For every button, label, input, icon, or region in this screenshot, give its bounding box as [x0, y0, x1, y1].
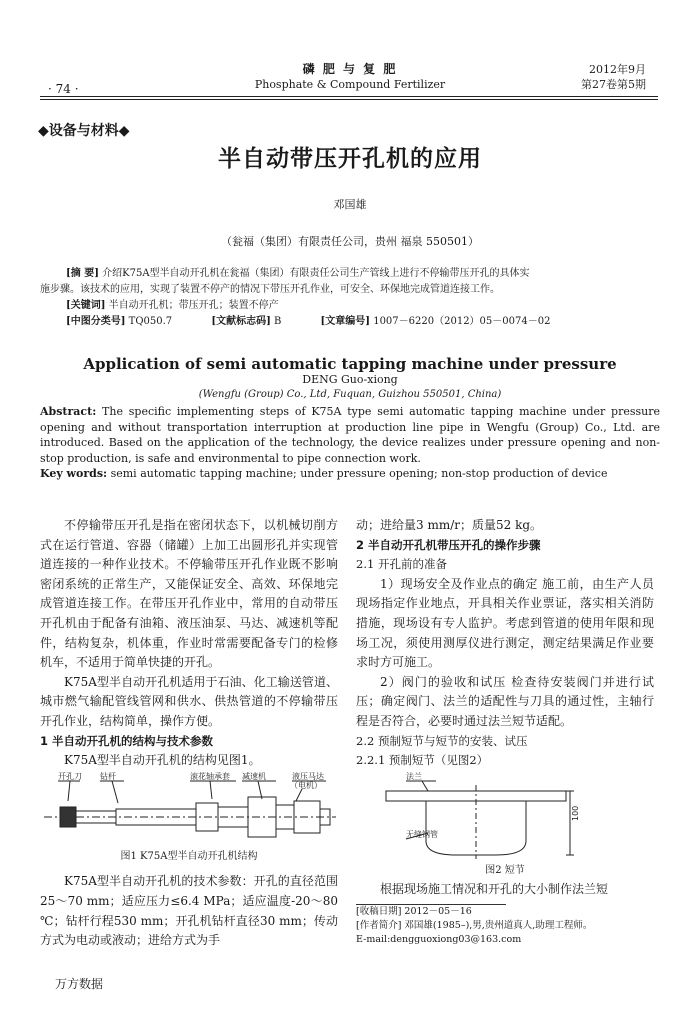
tech-params-paragraph: K75A型半自动开孔机的技术参数：开孔的直径范围25～70 mm；适应压力≤6.4 MPa；适应温度-20～80 ℃；钻杆行程530 mm；开孔机钻杆直径30 mm；传动方式为电动或液动；进给方式为手: [40, 874, 338, 948]
doc-value: B: [274, 316, 282, 327]
cls-value: TQ050.7: [128, 316, 173, 327]
fig1-label-cutter: 开孔刀: [58, 771, 82, 781]
left-column: [40, 516, 338, 951]
en-keywords-label: Key words:: [40, 467, 108, 480]
fig2-dimension: 100: [571, 805, 580, 821]
section-2-heading: 2 半自动开孔机带压开孔的操作步骤: [356, 537, 541, 552]
abstract-text-cont: 施步骤。该技术的应用，实现了装置不停产的情况下带压开孔作业，可安全、环保地完成管道连接工作。: [40, 284, 500, 295]
figure-1-caption: 图1 K75A型半自动开孔机结构: [120, 850, 258, 862]
art-value: 1007－6220（2012）05－0074－02: [373, 316, 551, 327]
watermark: 万方数据: [55, 977, 104, 991]
fig1-label-electric: （电机）: [290, 780, 322, 790]
header-rule: [40, 96, 658, 97]
abstract-cn: [40, 266, 656, 330]
structure-ref: K75A型半自动开孔机的结构见图1。: [64, 753, 261, 768]
en-keywords: semi automatic tapping machine; under pressure opening; non-stop production of device: [107, 467, 608, 480]
flange-paragraph: 根据现场施工情况和开孔的大小制作法兰短: [380, 882, 609, 897]
keywords-label: [关键词]: [66, 300, 106, 311]
fig1-label-bearing: 滚花轴承套: [190, 771, 230, 781]
paper-author: 邓国雄: [333, 198, 367, 211]
right-column: [356, 516, 654, 947]
fig1-label-reducer: 减速机: [242, 771, 266, 781]
english-title: Application of semi automatic tapping machine under pressure: [83, 355, 617, 373]
figure-1: [40, 771, 338, 847]
received-date: [收稿日期] 2012－05－16: [356, 905, 472, 917]
safety-paragraph: 1）现场安全及作业点的确定 施工前，由生产人员现场指定作业地点，开具相关作业票证，落实相关消防措施，现场设有专人监护。考虑到管道的使用年限和现场工况，须使用测厚仪进行测定，测定结果满足作业要求时方可施工。: [356, 576, 654, 670]
journal-name-cn: 磷 肥 与 复 肥: [302, 62, 398, 76]
column-tag: ◆设备与材料◆: [38, 123, 130, 139]
abstract-label: [摘 要]: [66, 268, 99, 279]
section-2-1-heading: 2.1 开孔前的准备: [356, 557, 447, 572]
english-author: DENG Guo-xiong: [302, 373, 398, 386]
cls-label: [中图分类号]: [66, 316, 126, 327]
section-2-2-1-heading: 2.2.1 预制短节（见图2）: [356, 753, 489, 768]
issue-volume: 第27卷第5期: [581, 78, 646, 91]
k75a-paragraph: K75A型半自动开孔机适用于石油、化工输送管道、城市燃气输配管线管网和供水、供热管道的不停输带压开孔作业，结构简单，操作方便。: [40, 674, 338, 728]
figure-2-caption: 图2 短节: [485, 864, 525, 876]
page-number: · 74 ·: [48, 82, 79, 96]
figure-2: [356, 771, 654, 861]
paper-affiliation: （瓮福（集团）有限责任公司，贵州 福泉 550501）: [221, 235, 479, 248]
keywords-cn: 半自动开孔机；带压开孔；装置不停产: [108, 300, 279, 311]
en-abstract-label: Abstract:: [40, 405, 97, 418]
doc-label: [文献标志码]: [211, 316, 271, 327]
fig2-flange-label: 法兰: [406, 771, 422, 781]
header-rule-thin: [40, 99, 658, 100]
params-continued: 动；进给量3 mm/r；质量52 kg。: [356, 518, 543, 532]
section-2-2-heading: 2.2 预制短节与短节的安装、试压: [356, 733, 528, 748]
english-abstract: [40, 404, 660, 482]
intro-paragraph: 不停输带压开孔是指在密闭状态下，以机械切削方式在运行管道、容器（储罐）上加工出圆形孔并实现管道连接的一种作业技术。不停输带压开孔作业既不影响密闭系统的正常生产，又能保证安全、高效、环保地完成管道连接工作。在带压开孔作业中，常用的自动带压开孔机由于配备有油箱、液压油泵、马达、减速机等配件，结构复杂，机体重，作业时常需要配备专门的检修机车，不适用于简单快捷的开孔。: [40, 518, 338, 670]
issue-date: 2012年9月: [589, 63, 646, 76]
machine-diagram: [40, 771, 338, 847]
abstract-text: 介绍K75A型半自动开孔机在瓮福（集团）有限责任公司生产管线上进行不停输带压开孔的具体实: [102, 268, 530, 279]
english-affiliation: (Wengfu (Group) Co., Ltd, Fuquan, Guizhou 550501, China): [198, 389, 502, 400]
nipple-diagram: [356, 771, 654, 861]
en-abstract-text: The specific implementing steps of K75A type semi automatic tapping machine under pressure opening and without transportation interruption at production line pipe in Wengfu (Group) Co., Ltd. are introduced. Based on the application of the technology, the device realizes under pressure opening and non-stop production, is safe and environmental to pipe connection work.: [40, 405, 660, 465]
fig1-label-motor: 液压马达: [292, 771, 324, 781]
fig1-label-rod: 钻杆: [100, 771, 116, 781]
art-label: [文章编号]: [320, 316, 371, 327]
paper-title: 半自动带压开孔机的应用: [218, 146, 482, 172]
author-email: E-mail:dengguoxiong03@163.com: [356, 933, 522, 945]
issue-info: [581, 62, 646, 92]
fig2-pipe-label: 无缝钢管: [406, 829, 438, 839]
journal-name-en: Phosphate & Compound Fertilizer: [254, 78, 446, 91]
author-bio: [作者简介] 邓国雄(1985–),男,贵州道真人,助理工程师。: [356, 919, 593, 931]
classification-row: [66, 314, 656, 330]
valve-paragraph: 2）阀门的验收和试压 检查待安装阀门并进行试压；确定阀门、法兰的适配性与刀具的通过性，主轴行程是否符合，必要时通过法兰短节适配。: [356, 674, 654, 728]
section-1-heading: 1 半自动开孔机的结构与技术参数: [40, 733, 214, 748]
